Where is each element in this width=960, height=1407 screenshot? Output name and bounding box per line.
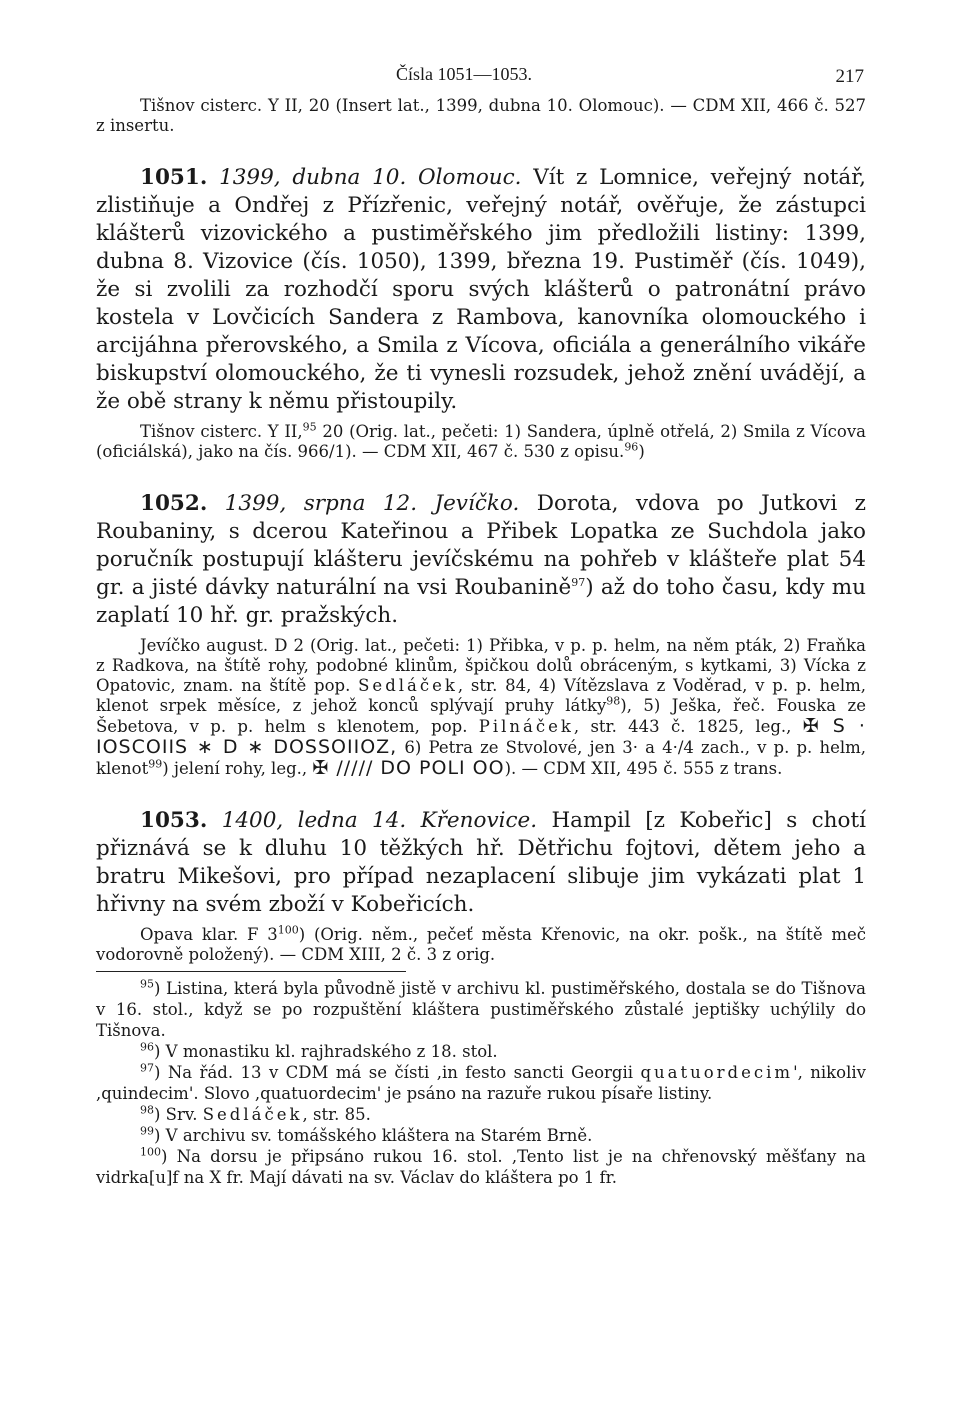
footnote-ref: 97 — [571, 575, 586, 589]
document-page — [96, 56, 866, 1188]
entry-1051 — [96, 164, 866, 462]
regest-text — [96, 807, 866, 919]
spaced-word: quatuordecim — [640, 1063, 794, 1082]
footnote-ref: 99 — [148, 757, 163, 771]
source-text: ) — [638, 442, 645, 461]
footnote-text: ) Listina, která byla původně jistě v archivu kl. pustiměřského, dostala se do Tišnova v 16. stol., když se po rozpuštění kláštera pustiměřského zůstalé jeptišky uchýlily do Tišnova. — [96, 979, 866, 1040]
source-text: , str. 84, 4) Vítězslava z Voděrad, v p. p. helm, klenot srpek měsíce, z jehož konců splývají pruhy látky — [96, 676, 867, 715]
entry-body: Dorota, vdova po Jutkovi z Roubaniny, s dcerou Kateřinou a Přibek Lopatka ze Suchdola jako poručník postupují klášteru jevíčskému na pohřeb v klášteře plat 54 gr. a jisté dávky naturální na vsi Roubanině — [96, 491, 866, 600]
entry-1053 — [96, 807, 866, 965]
footnote-96 — [96, 1041, 866, 1062]
footnote-100 — [96, 1146, 866, 1188]
entry-date: 1399, srpna 12. Jevíčko. — [224, 491, 520, 516]
footnotes — [96, 971, 866, 1188]
entry-number: 1052. — [140, 491, 208, 516]
seal-legend: ✠ S · IOSCOIIS ∗ D ∗ DOSSOIIOZ, — [96, 715, 866, 758]
entry-date: 1399, dubna 10. Olomouc. — [219, 165, 522, 190]
source-text: 20 (Orig. lat., pečeti: 1) Sandera, úplně otřelá, 2) Smila z Vícova (oficiálská), jako na čís. 966/1). — CDM XII, 467 č. 530 z opisu. — [96, 422, 866, 461]
footnote-ref: 95 — [302, 420, 317, 434]
page-number: 217 — [835, 66, 864, 87]
source-text: ). — CDM XII, 495 č. 555 z trans. — [504, 759, 783, 778]
source-text: Opava klar. F 3 — [140, 925, 278, 944]
entry-1052 — [96, 490, 866, 779]
footnote-text: ) Na dorsu je připsáno rukou 16. stol. ,Tento list je na chřenovský měšťany na vidrka[u]f na X fr. Mají dávati na sv. Václav do kláštera po 1 fr. — [96, 1147, 866, 1187]
footnote-text: ', nikoliv ,quindecim'. Slovo ,quatuordecim' je psáno na razuře rukou písaře listiny. — [96, 1063, 866, 1103]
page-header — [96, 56, 866, 96]
footnote-text: ) V archivu sv. tomášského kláštera na Starém Brně. — [154, 1126, 593, 1145]
footnote-ref: 100 — [277, 923, 299, 937]
entry-body: Vít z Lomnice, veřejný notář, zlistiňuje a Ondřej z Přízřenic, veřejný notář, ověřuje, že zástupci klášterů vizovického a pustiměřského jim předložili listiny: 1399, dubna 8. Vizovice (čís. 1050), 1399, března 19. Pustiměř (čís. 1049), že si zvolili za rozhodčí sporu svých klášterů o patronátní právo kostela v Lovčicích Sandera z Rambova, kanovníka olomouckého i arcijáhna přerovského, a Smila z Vícova, oficiála a generálního vikáře biskupství olomouckého, že ti vynesli rozsudek, jehož znění uvádějí, a že obě strany k němu přistoupily. — [96, 165, 866, 414]
source-note — [96, 422, 866, 462]
entry-date: 1400, ledna 14. Křenovice. — [221, 808, 538, 833]
author-name: Sedláček — [202, 1105, 303, 1124]
entry-body: ) až do toho času, kdy mu zaplatí 10 hř. gr. pražských. — [96, 575, 866, 628]
footnote-mark: 99 — [140, 1124, 154, 1138]
footnote-text: ) Na řád. 13 v CDM má se čísti ,in festo sancti Georgii — [154, 1063, 641, 1082]
author-name: Sedláček — [358, 676, 458, 695]
source-text: 3· a 4·/4 zach., v p. p. helm, klenot — [96, 738, 867, 778]
previous-entry-source — [96, 96, 866, 136]
entry-body: Hampil [z Kobeřic] s chotí přiznává se k dluhu 10 těžkých hř. Dětřichu fojtovi, dětem jeho a bratru Mikešovi, pro případ nezaplacení slibuje jim vykázati plat 1 hřivny na svém zboží v Kobeřicích. — [96, 808, 866, 917]
footnote-99 — [96, 1125, 866, 1146]
seal-legend: ✠ ///// DO POLI OO — [312, 757, 505, 779]
footnote-divider — [96, 971, 406, 972]
footnote-mark: 98 — [140, 1103, 154, 1117]
entry-number: 1051. — [140, 165, 208, 190]
footnote-text: , str. 85. — [302, 1105, 371, 1124]
source-text: ) jelení rohy, leg., — [162, 759, 308, 778]
source-text: Tišnov cisterc. Y II, — [140, 422, 303, 441]
footnote-text: ) Srv. — [154, 1105, 203, 1124]
footnote-mark: 95 — [140, 977, 154, 991]
entry-number: 1053. — [140, 808, 208, 833]
footnote-text: ) V monastiku kl. rajhradského z 18. stol. — [154, 1042, 498, 1061]
source-text: , str. 443 č. 1825, leg., — [573, 717, 792, 736]
footnote-mark: 96 — [140, 1040, 154, 1054]
footnote-mark: 97 — [140, 1061, 154, 1075]
footnote-ref: 96 — [624, 440, 639, 454]
footnote-97 — [96, 1062, 866, 1104]
footnote-95 — [96, 978, 866, 1041]
footnote-mark: 100 — [140, 1145, 161, 1159]
source-text: ) (Orig. něm., pečeť města Křenovic, na okr. pošk., na štítě meč vodorovně položený). — CDM XIII, 2 č. 3 z orig. — [96, 925, 866, 964]
source-note: Tišnov cisterc. Y II, 20 (Insert lat., 1399, dubna 10. Olomouc). — CDM XII, 466 č. 527 z insertu. — [96, 96, 866, 135]
footnote-98 — [96, 1104, 866, 1125]
regest-text — [96, 164, 866, 416]
source-text: Jevíčko august. D 2 (Orig. lat., pečeti: 1) Přibka, v p. p. helm, na něm pták, 2) Fraňka z Radkova, na štítě rohy, podobné klinům, špičkou dolů obráceným, s kytkami, 3) Vícka z Opatovic, znam. na štítě pop. — [96, 636, 866, 695]
source-text: 6) Petra ze Stvolové, jen — [404, 738, 616, 757]
footnote-ref: 98 — [606, 694, 621, 708]
regest-text — [96, 490, 866, 630]
author-name: Pilnáček — [478, 717, 574, 736]
source-note — [96, 636, 866, 779]
source-text: ), 5) Ješka, řeč. Fouska ze Šebetova, v p. p. helm s klenotem, pop. — [96, 696, 866, 736]
source-note — [96, 925, 866, 965]
running-title: Čísla 1051—1053. — [396, 64, 533, 84]
